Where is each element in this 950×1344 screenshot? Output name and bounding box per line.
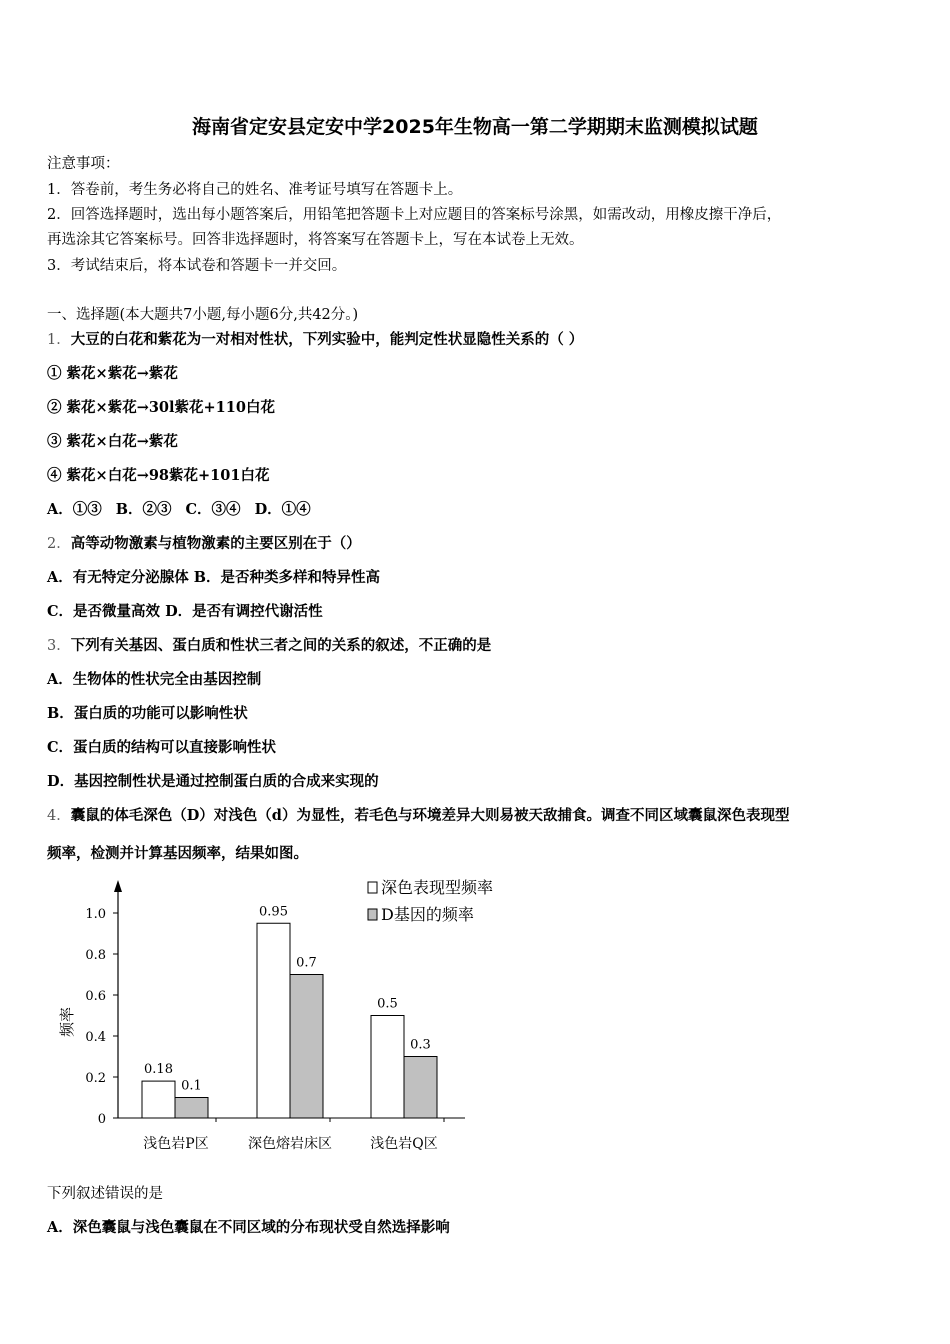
question-text: 大豆的白花和紫花为一对相对性状，下列实验中，能判定性状显隐性关系的（ ）: [70, 331, 584, 348]
question-1-stem: [47, 328, 583, 349]
y-tick-label: 0.8: [85, 948, 106, 963]
legend-swatch: [368, 909, 377, 920]
q4-after-chart: 下列叙述错误的是: [47, 1186, 163, 1202]
data-label: 0.95: [259, 904, 288, 920]
page-title: 海南省定安县定安中学2025年生物高一第二学期期末监测模拟试题: [192, 116, 758, 138]
notice-item-2: 2．回答选择题时，选出每小题答案后，用铅笔把答题卡上对应题目的答案标号涂黑，如需改动，用橡皮擦干净后，: [47, 207, 782, 223]
legend-label: 深色表现型频率: [381, 878, 494, 897]
bar: [404, 1057, 437, 1119]
notice-item-3: 3．考试结束后，将本试卷和答题卡一并交回。: [47, 258, 347, 274]
data-label: 0.1: [181, 1078, 202, 1094]
q1-options: [47, 498, 325, 519]
y-tick-label: 0.6: [85, 989, 106, 1004]
question-3-stem: [47, 634, 491, 655]
x-tick-label: 浅色岩P区: [143, 1136, 209, 1152]
q1-option-a: A．①③: [47, 501, 102, 518]
data-label: 0.3: [410, 1037, 431, 1053]
question-text: 囊鼠的体毛深色（D）对浅色（d）为显性，若毛色与环境差异大则易被天敌捕食。调查不同区域囊鼠深色表现型: [70, 807, 790, 824]
question-text: 下列有关基因、蛋白质和性状三者之间的关系的叙述，不正确的是: [70, 637, 492, 654]
question-number: 3．: [47, 638, 71, 654]
x-tick-label: 浅色岩Q区: [370, 1136, 438, 1152]
bar: [290, 975, 323, 1119]
bar: [175, 1098, 208, 1119]
notice-header: 注意事项：: [47, 156, 120, 172]
q1-option-c: C．③④: [185, 501, 241, 518]
notice-item-2-cont: 再选涂其它答案标号。回答非选择题时，将答案写在答题卡上，写在本试卷上无效。: [47, 232, 584, 248]
q2-options-line-1: A．有无特定分泌腺体 B．是否种类多样和特异性高: [47, 569, 381, 586]
question-2-stem: [47, 532, 361, 553]
y-tick-label: 0.2: [85, 1071, 106, 1086]
y-axis-label: 频率: [58, 1006, 76, 1038]
q3-option-d: D．基因控制性状是通过控制蛋白质的合成来实现的: [47, 773, 379, 790]
q1-item-1: ① 紫花×紫花→紫花: [47, 365, 178, 382]
y-tick-label: 0.4: [85, 1030, 106, 1045]
q1-option-b: B．②③: [115, 501, 172, 518]
legend-label: D基因的频率: [381, 905, 474, 924]
data-label: 0.7: [296, 955, 317, 971]
y-tick-label: 0: [97, 1112, 106, 1127]
y-tick-label: 1.0: [85, 907, 106, 922]
question-4-stem-cont: 频率，检测并计算基因频率，结果如图。: [47, 845, 308, 862]
q3-option-b: B．蛋白质的功能可以影响性状: [47, 705, 248, 722]
q1-item-3: ③ 紫花×白花→紫花: [47, 433, 178, 450]
notice-item-1: 1．答卷前，考生务必将自己的姓名、准考证号填写在答题卡上。: [47, 182, 463, 198]
bar: [371, 1016, 404, 1119]
x-tick-label: 深色熔岩床区: [248, 1136, 332, 1152]
q1-option-d: D．①④: [254, 501, 311, 518]
data-label: 0.5: [377, 996, 398, 1012]
question-4-stem: [47, 804, 789, 825]
y-axis-arrow: [114, 880, 122, 892]
data-label: 0.18: [144, 1062, 173, 1078]
q4-option-a: A．深色囊鼠与浅色囊鼠在不同区域的分布现状受自然选择影响: [47, 1219, 450, 1236]
question-text: 高等动物激素与植物激素的主要区别在于（）: [70, 535, 361, 552]
question-number: 4．: [47, 808, 71, 824]
q1-item-4: ④ 紫花×白花→98紫花+101白花: [47, 467, 270, 484]
bar-chart: [50, 872, 530, 1162]
legend-swatch: [368, 882, 377, 893]
section-header: 一、选择题(本大题共7小题,每小题6分,共42分。): [47, 307, 359, 323]
q3-option-c: C．蛋白质的结构可以直接影响性状: [47, 739, 277, 756]
bar: [257, 923, 290, 1118]
q3-option-a: A．生物体的性状完全由基因控制: [47, 671, 262, 688]
bar: [142, 1081, 175, 1118]
q1-item-2: ② 紫花×紫花→30l紫花+110白花: [47, 399, 275, 416]
q2-options-line-2: C．是否微量高效 D．是否有调控代谢活性: [47, 603, 323, 620]
question-number: 1．: [47, 332, 71, 348]
question-number: 2．: [47, 536, 71, 552]
